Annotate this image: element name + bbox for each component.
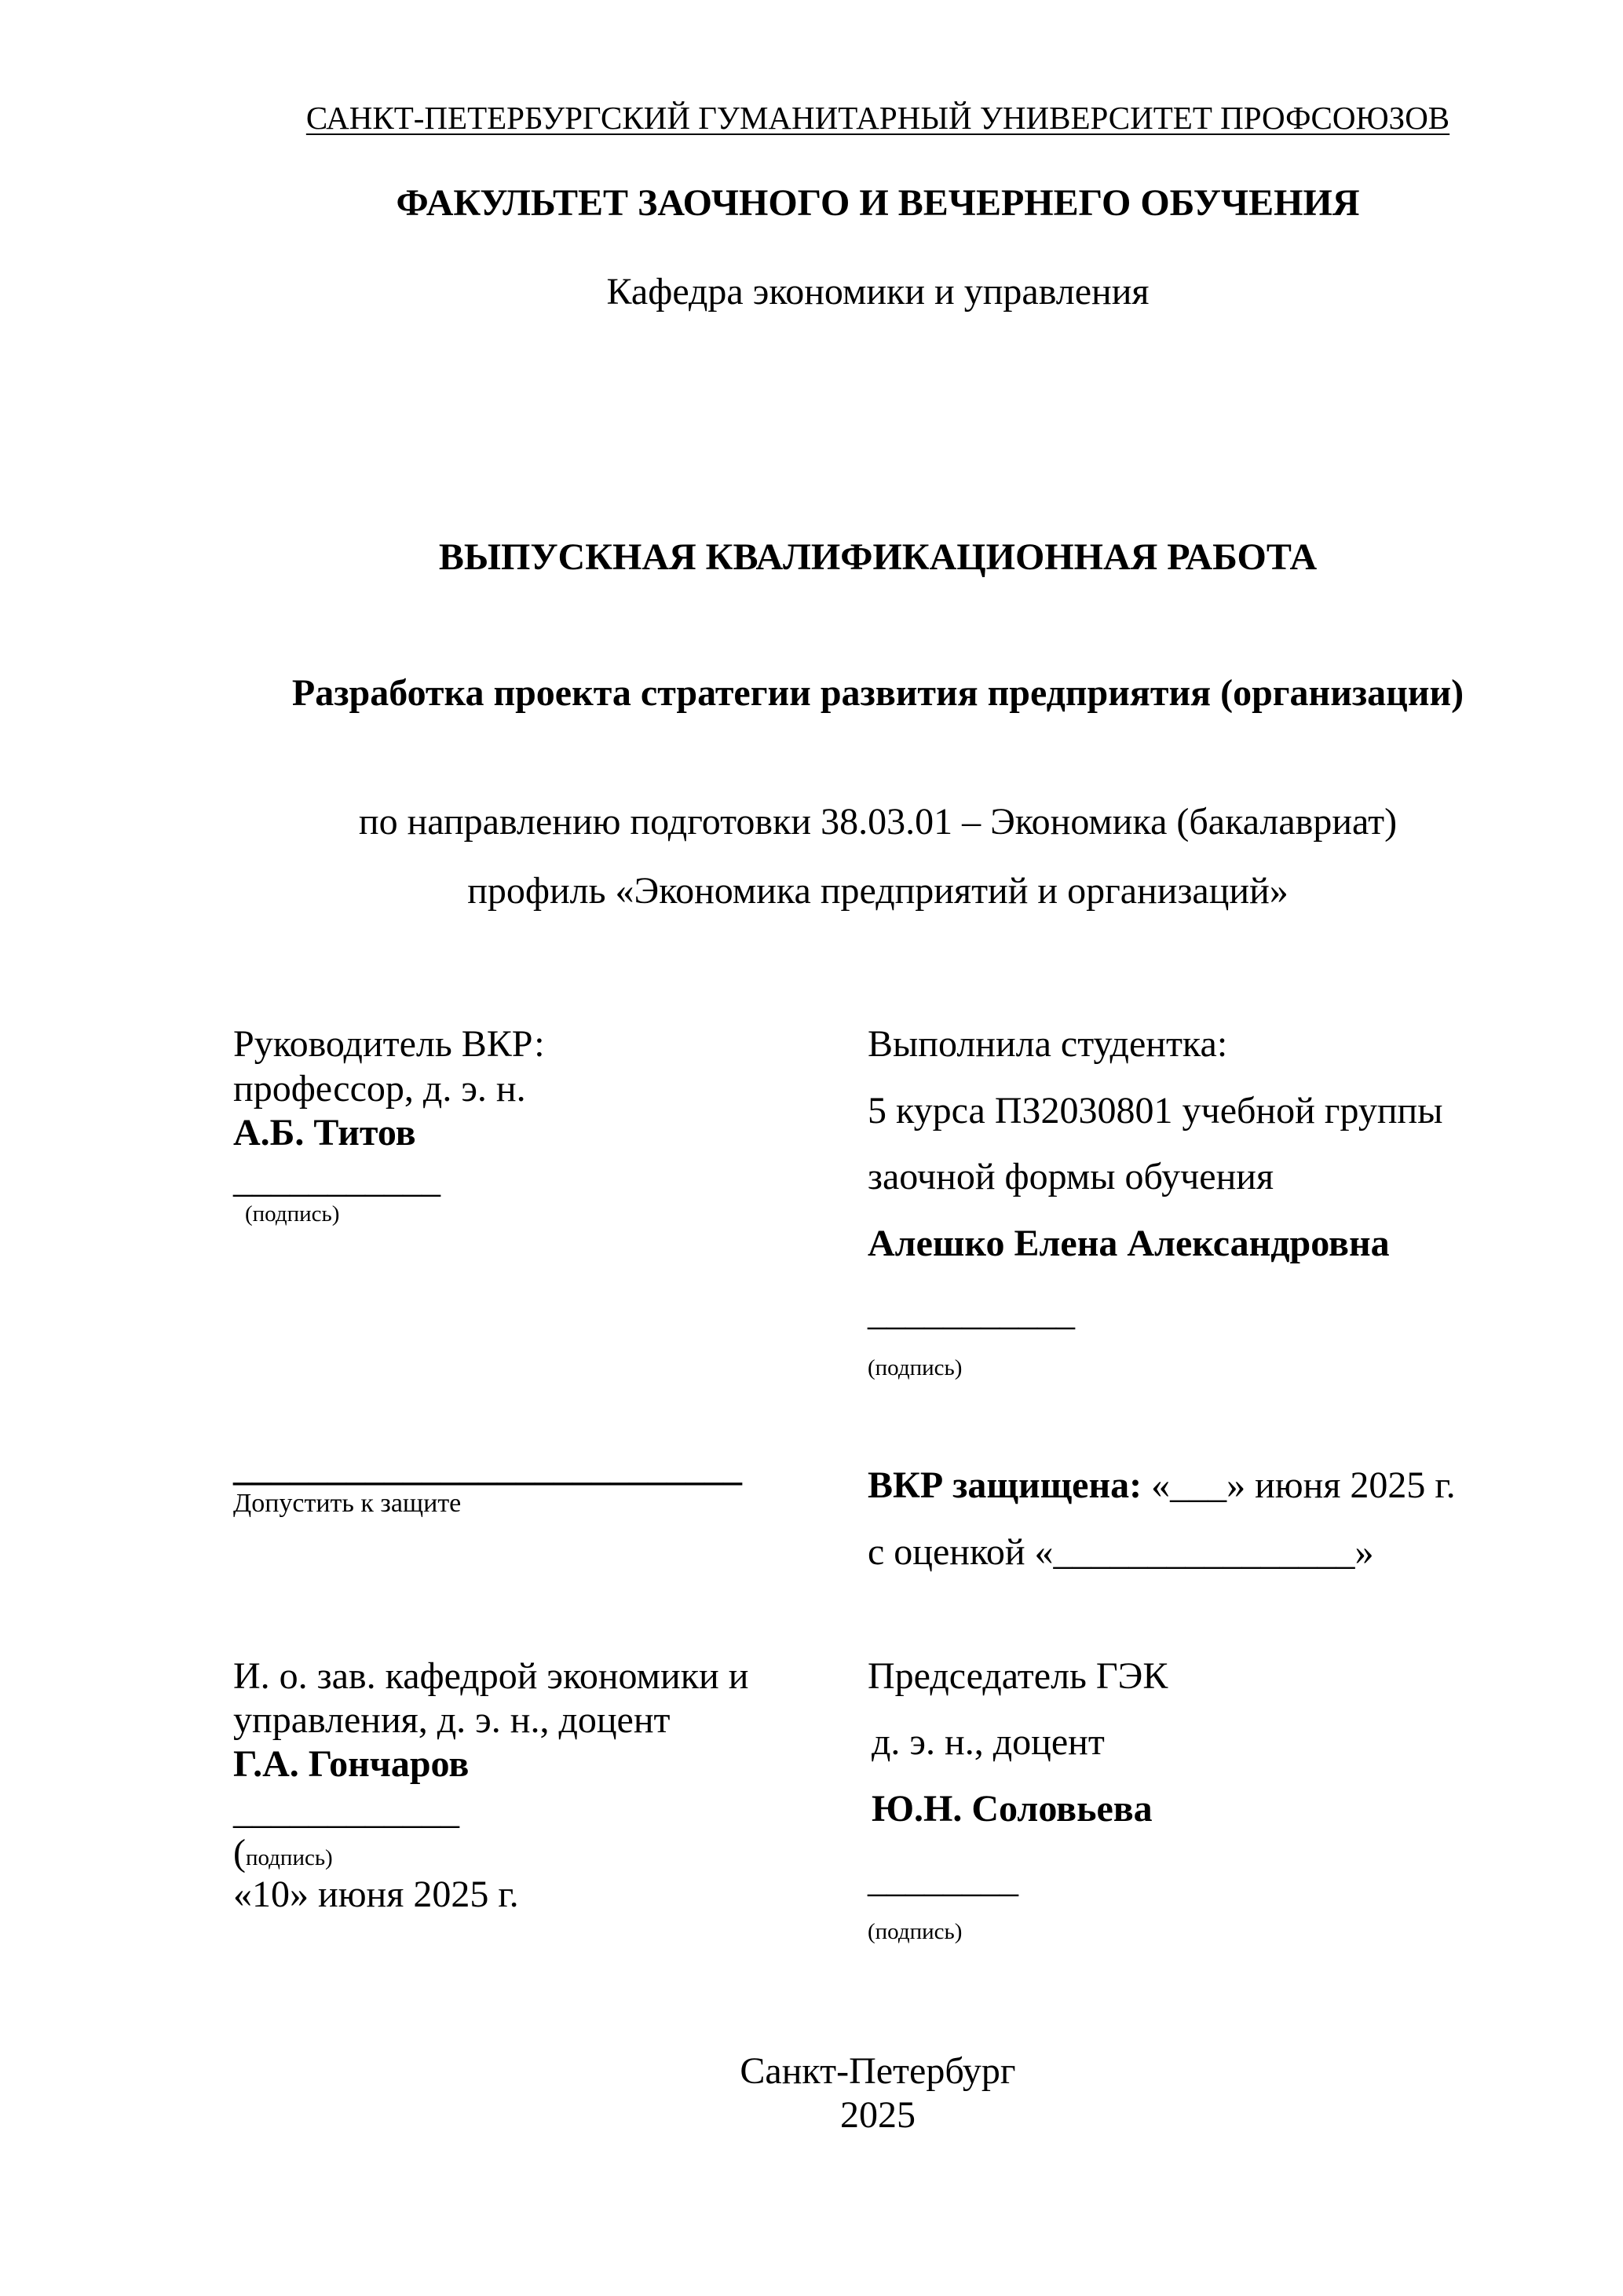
study-profile: профиль «Экономика предприятий и организаций» <box>467 870 1289 912</box>
student-signature-line: ___________ <box>868 1292 1075 1333</box>
student-name: Алешко Елена Александровна <box>868 1223 1390 1264</box>
head-title-line1: И. о. зав. кафедрой экономики и <box>233 1655 749 1697</box>
head-title-line2: управления, д. э. н., доцент <box>233 1699 671 1741</box>
thesis-topic: Разработка проекта стратегии развития предприятия (организации) <box>291 672 1464 714</box>
supervisor-signature-label: (подпись) <box>245 1201 340 1227</box>
head-name: Г.А. Гончаров <box>233 1743 470 1785</box>
defense-line <box>868 1462 1456 1509</box>
chairman-signature-label: (подпись) <box>868 1919 963 1944</box>
student-signature-label: (подпись) <box>868 1355 963 1380</box>
student-study-form: заочной формы обучения <box>868 1156 1274 1197</box>
work-type-title: ВЫПУСКНАЯ КВАЛИФИКАЦИОННАЯ РАБОТА <box>438 536 1318 578</box>
head-signature-line: ____________ <box>233 1790 459 1832</box>
chairman-title: д. э. н., доцент <box>872 1721 1105 1763</box>
defense-label: ВКР защищена: <box>868 1464 1142 1506</box>
head-signature-label: подпись) <box>245 1845 333 1870</box>
defense-date: «___» июня 2025 г. <box>1151 1464 1456 1506</box>
student-group: 5 курса ПЗ2030801 учебной группы <box>868 1090 1443 1132</box>
department-name: Кафедра экономики и управления <box>606 271 1150 313</box>
admission-line: ___________________________ <box>233 1447 742 1489</box>
footer-city: Санкт-Петербург <box>740 2050 1016 2092</box>
head-signature-paren: ( <box>233 1832 246 1874</box>
supervisor-signature-line: ___________ <box>233 1159 440 1201</box>
footer-year: 2025 <box>840 2094 916 2136</box>
chairman-label: Председатель ГЭК <box>868 1655 1168 1697</box>
supervisor-name: А.Б. Титов <box>233 1112 416 1153</box>
defense-grade: с оценкой «________________» <box>868 1531 1374 1573</box>
admission-label: Допустить к защите <box>233 1489 462 1518</box>
chairman-signature-line: ________ <box>868 1859 1018 1900</box>
head-date: «10» июня 2025 г. <box>233 1874 519 1915</box>
faculty-name: ФАКУЛЬТЕТ ЗАОЧНОГО И ВЕЧЕРНЕГО ОБУЧЕНИЯ <box>396 182 1360 224</box>
study-direction: по направлению подготовки 38.03.01 – Экономика (бакалавриат) <box>358 801 1398 843</box>
student-label: Выполнила студентка: <box>868 1023 1228 1065</box>
supervisor-title: профессор, д. э. н. <box>233 1068 526 1110</box>
university-name: САНКТ-ПЕТЕРБУРГСКИЙ ГУМАНИТАРНЫЙ УНИВЕРСИТЕТ ПРОФСОЮЗОВ <box>305 100 1450 136</box>
supervisor-label: Руководитель ВКР: <box>233 1023 545 1065</box>
chairman-name: Ю.Н. Соловьева <box>872 1788 1153 1830</box>
